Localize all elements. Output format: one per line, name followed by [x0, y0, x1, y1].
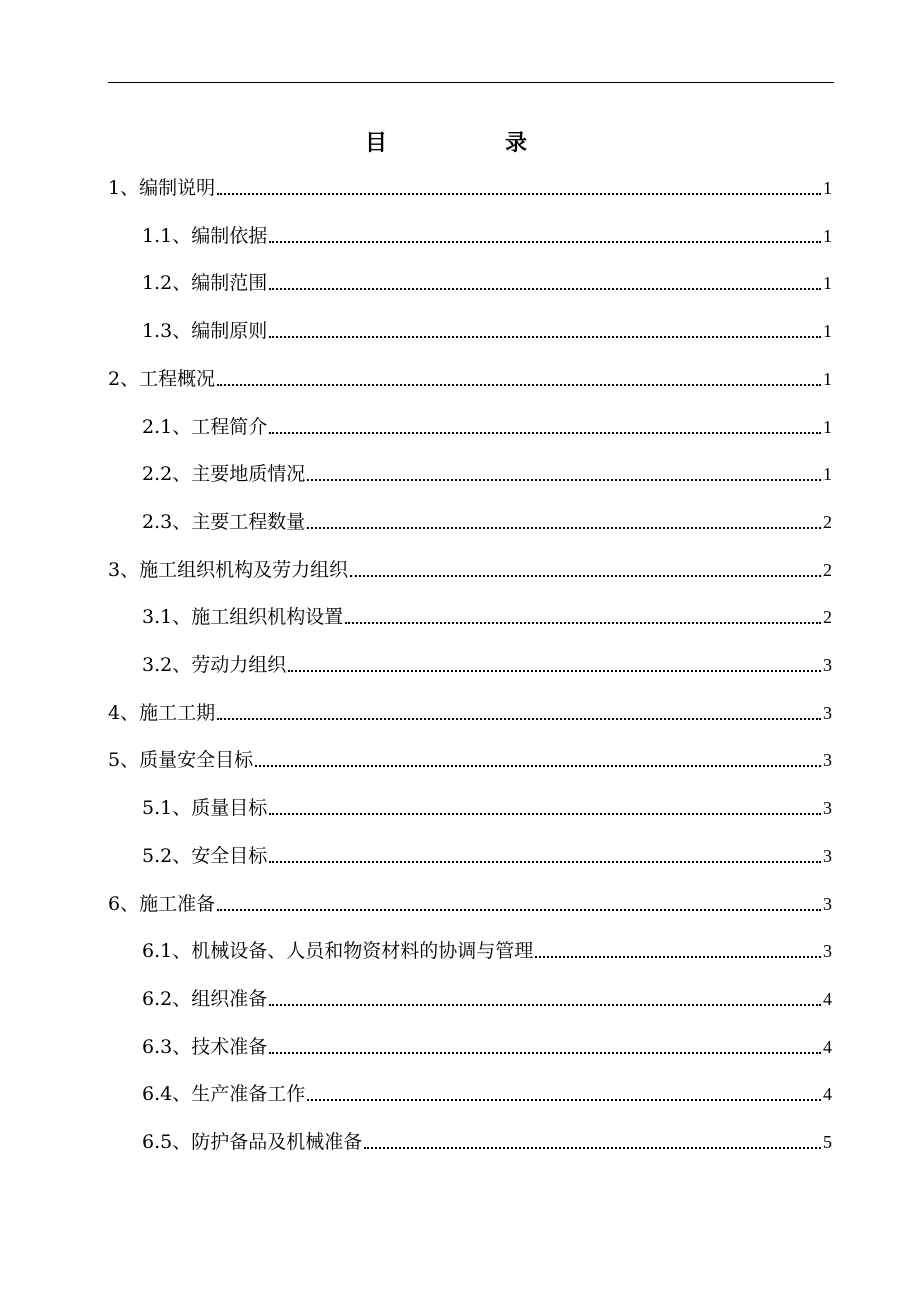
toc-entry[interactable] — [142, 836, 832, 868]
toc-entry-label: 6.2、组织准备 — [142, 987, 268, 1010]
toc-entry[interactable] — [142, 645, 832, 677]
toc-entry-label: 6.3、技术准备 — [142, 1035, 268, 1058]
toc-entry-page: 1 — [823, 178, 832, 198]
toc-entry-label: 6.1、机械设备、人员和物资材料的协调与管理 — [142, 940, 534, 963]
toc-entry-label: 1.3、编制原则 — [142, 320, 268, 343]
toc-entry-page: 1 — [823, 321, 832, 342]
toc-leader-dots — [269, 288, 821, 290]
toc-entry-label: 3、施工组织机构及劳力组织 — [108, 558, 349, 581]
toc-entry[interactable] — [142, 931, 832, 963]
toc-entry-page: 3 — [823, 941, 832, 962]
toc-entry[interactable] — [142, 1122, 832, 1154]
toc-entry-page: 2 — [823, 511, 832, 532]
toc-entry-label: 3.1、施工组织机构设置 — [142, 606, 344, 629]
toc-entry[interactable] — [142, 263, 832, 295]
toc-entry[interactable] — [108, 884, 832, 916]
toc-entry[interactable] — [108, 740, 832, 772]
toc-entry[interactable] — [142, 407, 832, 439]
toc-entry[interactable] — [108, 359, 832, 391]
toc-entry-label: 5、质量安全目标 — [108, 749, 254, 772]
toc-entry-label: 6、施工准备 — [108, 892, 216, 915]
toc-leader-dots — [288, 670, 821, 672]
toc-entry[interactable] — [142, 216, 832, 248]
toc-leader-dots — [345, 622, 821, 624]
toc-entry[interactable] — [142, 979, 832, 1011]
toc-leader-dots — [269, 861, 821, 863]
toc-leader-dots — [307, 1099, 821, 1101]
toc-leader-dots — [217, 718, 821, 720]
toc-entry-page: 3 — [823, 845, 832, 866]
toc-leader-dots — [364, 1147, 821, 1149]
toc-leader-dots — [217, 384, 821, 386]
toc-leader-dots — [269, 1004, 821, 1006]
toc-leader-dots — [269, 336, 821, 338]
toc-entry[interactable] — [108, 168, 832, 200]
toc-leader-dots — [269, 1052, 821, 1054]
toc-entry[interactable] — [142, 1074, 832, 1106]
toc-entry-label: 6.4、生产准备工作 — [142, 1083, 306, 1106]
toc-leader-dots — [269, 432, 821, 434]
toc-leader-dots — [255, 765, 821, 767]
header-rule — [108, 82, 834, 83]
toc-entry[interactable] — [142, 597, 832, 629]
toc-entry-label: 1.2、编制范围 — [142, 272, 268, 295]
toc-entry-label: 2.2、主要地质情况 — [142, 463, 306, 486]
toc-leader-dots — [269, 241, 821, 243]
toc-entry-label: 1、编制说明 — [108, 177, 216, 199]
toc-entry-label: 1.1、编制依据 — [142, 224, 268, 247]
toc-entry[interactable] — [142, 1027, 832, 1059]
toc-entry[interactable] — [142, 502, 832, 534]
toc-entry[interactable] — [142, 788, 832, 820]
toc-entry-page: 3 — [823, 702, 832, 723]
toc-entry[interactable] — [142, 311, 832, 343]
toc-entry-page: 2 — [823, 607, 832, 628]
toc-entry-page: 3 — [823, 893, 832, 914]
toc-leader-dots — [307, 479, 821, 481]
toc-leader-dots — [217, 193, 821, 195]
toc-entry-page: 2 — [823, 559, 832, 580]
toc-entry-page: 1 — [823, 368, 832, 389]
toc-entry-label: 5.1、质量目标 — [142, 797, 268, 820]
toc-entry-page: 4 — [823, 1084, 832, 1105]
toc-leader-dots — [535, 956, 821, 958]
toc-title: 目 录 — [364, 130, 575, 156]
toc-leader-dots — [269, 813, 821, 815]
toc-entry[interactable] — [108, 550, 832, 582]
toc-entry-label: 2、工程概况 — [108, 367, 216, 390]
toc-entry-page: 5 — [823, 1132, 832, 1152]
toc-entry-label: 3.2、劳动力组织 — [142, 654, 287, 676]
toc-entry-page: 4 — [823, 988, 832, 1009]
toc-entry-page: 3 — [823, 750, 832, 771]
toc-entry-page: 1 — [823, 225, 832, 246]
toc-leader-dots — [307, 527, 821, 529]
toc-entry-page: 4 — [823, 1036, 832, 1057]
toc-leader-dots — [217, 909, 821, 911]
toc-entry-label: 4、施工工期 — [108, 701, 216, 724]
toc-entry-page: 1 — [823, 464, 832, 485]
toc-leader-dots — [350, 575, 821, 577]
toc-entry[interactable] — [142, 454, 832, 486]
toc-entry-page: 1 — [823, 273, 832, 294]
toc-entry-page: 3 — [823, 655, 832, 675]
toc-entry-label: 2.1、工程简介 — [142, 415, 268, 438]
toc-entry-label: 6.5、防护备品及机械准备 — [142, 1131, 363, 1153]
toc-entry[interactable] — [108, 693, 832, 725]
toc-entry-page: 3 — [823, 798, 832, 819]
toc-entry-label: 2.3、主要工程数量 — [142, 510, 306, 533]
toc-entry-page: 1 — [823, 416, 832, 437]
toc-entry-label: 5.2、安全目标 — [142, 844, 268, 867]
